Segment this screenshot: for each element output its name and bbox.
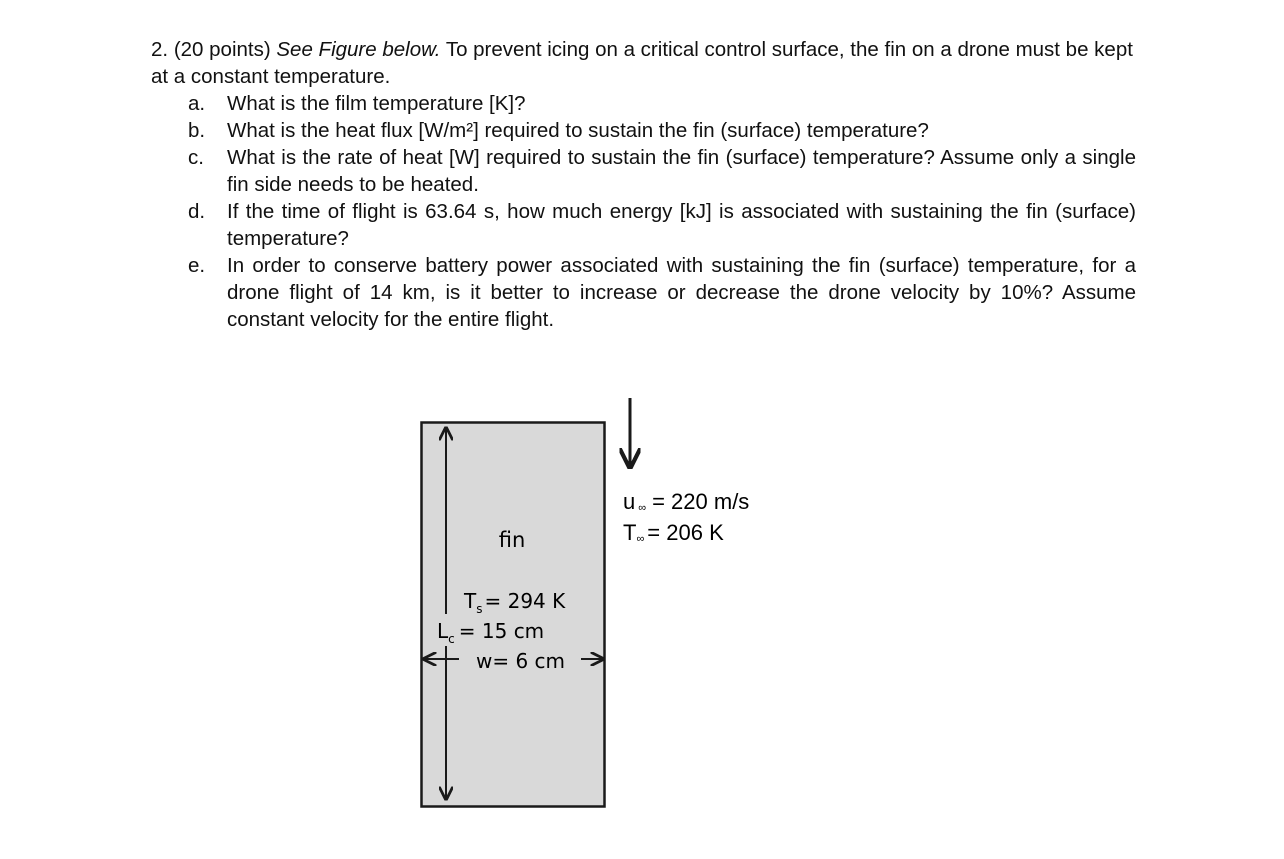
- problem-number: 2.: [151, 38, 169, 61]
- freestream-velocity-label: [623, 489, 749, 514]
- part-text: What is the film temperature [K]?: [227, 92, 526, 115]
- part-label: c.: [188, 146, 204, 169]
- part-text: If the time of flight is 63.64 s, how much energy [kJ] is associated with sustaining the fin (surface) temperature?: [227, 200, 1136, 250]
- problem-points: (20 points): [173, 38, 271, 61]
- freestream-temperature-label: [623, 520, 724, 545]
- t-symbol: T: [623, 520, 637, 545]
- t-value: = 206 K: [647, 520, 724, 545]
- part-label: d.: [188, 200, 206, 223]
- part-text: What is the rate of heat [W] required to sustain the fin (surface) temperature? Assume only a single fin side needs to be heated.: [227, 146, 1136, 196]
- fin-label: fin: [498, 528, 526, 552]
- t-subscript: ∞: [636, 533, 645, 545]
- fin-rectangle: [422, 423, 605, 807]
- part-label: e.: [188, 254, 206, 277]
- u-value: = 220 m/s: [652, 489, 750, 514]
- part-text: In order to conserve battery power associated with sustaining the fin (surface) temperature, for a drone flight of 14 km, is it better to increase or decrease the drone velocity by 10%? Assume constant velocity for the entire flight.: [227, 254, 1136, 331]
- see-figure-text: See Figure below.: [276, 38, 441, 61]
- lc-symbol: L: [437, 619, 449, 643]
- ts-value: = 294 K: [484, 589, 566, 613]
- u-symbol: u: [623, 489, 636, 514]
- ts-subscript: s: [476, 602, 483, 616]
- u-subscript: ∞: [638, 502, 647, 514]
- lc-value: = 15 cm: [458, 619, 545, 643]
- ts-symbol: T: [464, 589, 477, 613]
- width-label: w= 6 cm: [476, 649, 566, 673]
- part-text: What is the heat flux [W/m²] required to sustain the fin (surface) temperature?: [227, 119, 929, 142]
- part-label: a.: [188, 92, 206, 115]
- part-label: b.: [188, 119, 206, 142]
- lc-subscript: c: [448, 632, 455, 646]
- problem-statement: To prevent icing on a critical control surface, the fin on a drone must be kept at a constant temperature.: [151, 38, 1133, 88]
